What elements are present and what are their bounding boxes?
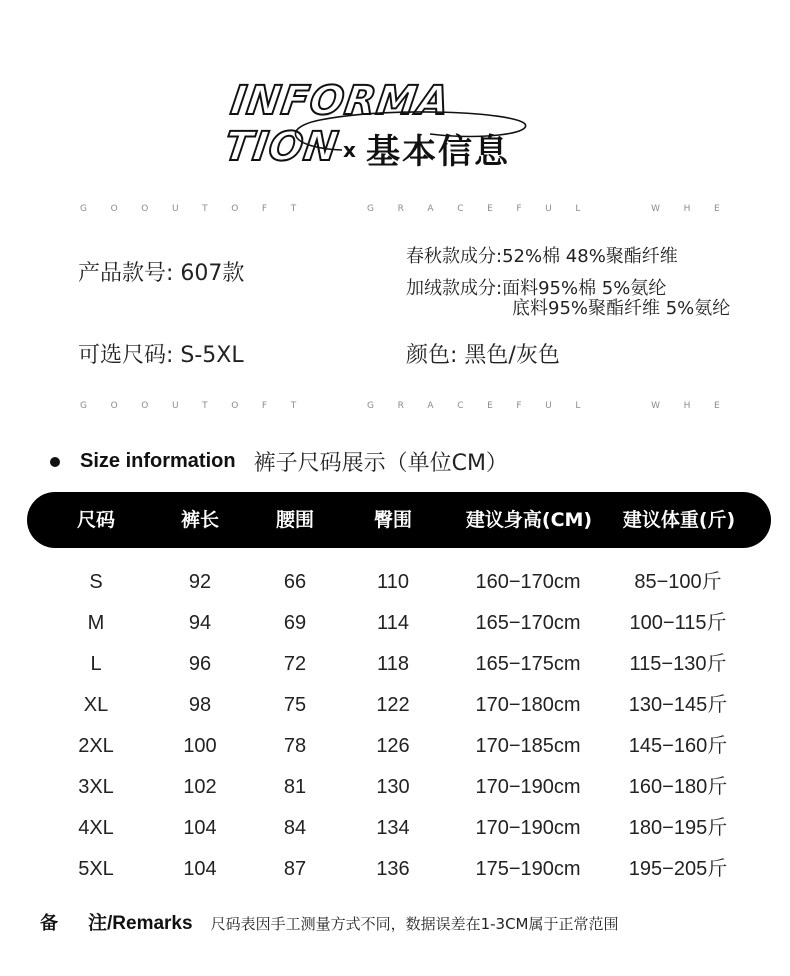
table-row (0, 644, 790, 684)
header-hip: 臀围 (373, 509, 413, 531)
deco-text-line-top: G O O U T O F T G R A C E F U L W H E (80, 204, 720, 214)
table-row (0, 726, 790, 766)
spring-fabric: 春秋款成分:52%棉 48%聚酯纤维 (406, 246, 678, 267)
header-x-mark: x (343, 138, 356, 162)
cell-waist: 87 (283, 858, 307, 880)
cell-length: 92 (188, 571, 212, 593)
product-number: 产品款号: 607款 (78, 261, 245, 286)
cell-length: 94 (188, 612, 212, 634)
cell-height: 170−190cm (475, 817, 581, 839)
cell-size: M (87, 612, 105, 634)
remarks (40, 908, 618, 935)
cell-hip: 130 (376, 776, 410, 798)
table-row (0, 562, 790, 602)
header-size: 尺码 (76, 509, 116, 531)
fleece-fabric-line-2: 底料95%聚酯纤维 5%氨纶 (512, 298, 731, 319)
cell-length: 100 (183, 735, 217, 757)
bullet-icon (50, 457, 60, 467)
remarks-label-2: 注/Remarks (88, 913, 193, 934)
colors: 颜色: 黑色/灰色 (406, 343, 560, 368)
cell-length: 96 (188, 653, 212, 675)
cell-size: L (90, 653, 102, 675)
cell-size: 2XL (78, 735, 114, 757)
table-row (0, 685, 790, 725)
cell-size: 3XL (78, 776, 114, 798)
cell-length: 104 (183, 858, 217, 880)
header-length: 裤长 (180, 509, 220, 531)
cell-weight: 130−145斤 (628, 694, 728, 716)
cell-height: 165−175cm (475, 653, 581, 675)
fleece-fabric-line-1: 加绒款成分:面料95%棉 5%氨纶 (406, 278, 667, 299)
size-table-header (27, 492, 771, 548)
cell-size: XL (83, 694, 109, 716)
cell-height: 160−170cm (475, 571, 581, 593)
cell-weight: 115−130斤 (629, 653, 727, 675)
cell-hip: 118 (377, 653, 409, 675)
cell-weight: 145−160斤 (628, 735, 728, 757)
header-title-cn: 基本信息 (366, 132, 510, 172)
cell-hip: 126 (376, 735, 410, 757)
cell-height: 170−180cm (475, 694, 581, 716)
cell-waist: 78 (283, 735, 307, 757)
cell-hip: 122 (376, 694, 410, 716)
cell-waist: 69 (283, 612, 307, 634)
cell-waist: 66 (283, 571, 307, 593)
deco-text-line-bottom: G O O U T O F T G R A C E F U L W H E (80, 401, 720, 411)
cell-height: 170−190cm (475, 776, 581, 798)
cell-length: 98 (188, 694, 212, 716)
cell-length: 102 (183, 776, 217, 798)
table-row (0, 767, 790, 807)
cell-size: 5XL (78, 858, 114, 880)
cell-size: 4XL (78, 817, 114, 839)
cell-weight: 160−180斤 (628, 776, 728, 798)
section-title-cn: 裤子尺码展示（单位CM） (253, 451, 508, 476)
cell-height: 175−190cm (475, 858, 581, 880)
cell-height: 165−170cm (475, 612, 581, 634)
section-title-en: Size information (80, 450, 236, 472)
cell-length: 104 (183, 817, 217, 839)
cell-hip: 136 (376, 858, 410, 880)
cell-weight: 180−195斤 (628, 817, 728, 839)
remarks-text: 尺码表因手工测量方式不同，数据误差在1-3CM属于正常范围 (210, 915, 619, 933)
cell-height: 170−185cm (475, 735, 581, 757)
cell-size: S (89, 571, 103, 593)
info-header (220, 72, 520, 172)
cell-waist: 84 (283, 817, 307, 839)
cell-hip: 134 (376, 817, 410, 839)
table-row (0, 808, 790, 848)
table-row (0, 603, 790, 643)
cell-hip: 110 (377, 571, 409, 593)
size-section-title (50, 446, 508, 477)
header-title-en: INFORMA TION (221, 78, 453, 170)
header-waist: 腰围 (275, 509, 315, 531)
available-sizes: 可选尺码: S-5XL (78, 343, 244, 368)
cell-waist: 75 (283, 694, 307, 716)
cell-hip: 114 (377, 612, 409, 634)
cell-weight: 195−205斤 (628, 858, 728, 880)
cell-weight: 85−100斤 (634, 571, 722, 593)
remarks-label-1: 备 (40, 913, 58, 934)
cell-waist: 81 (283, 776, 307, 798)
header-height: 建议身高(CM) (465, 509, 593, 531)
table-row (0, 849, 790, 889)
cell-weight: 100−115斤 (629, 612, 727, 634)
header-weight: 建议体重(斤) (622, 509, 736, 531)
cell-waist: 72 (283, 653, 307, 675)
